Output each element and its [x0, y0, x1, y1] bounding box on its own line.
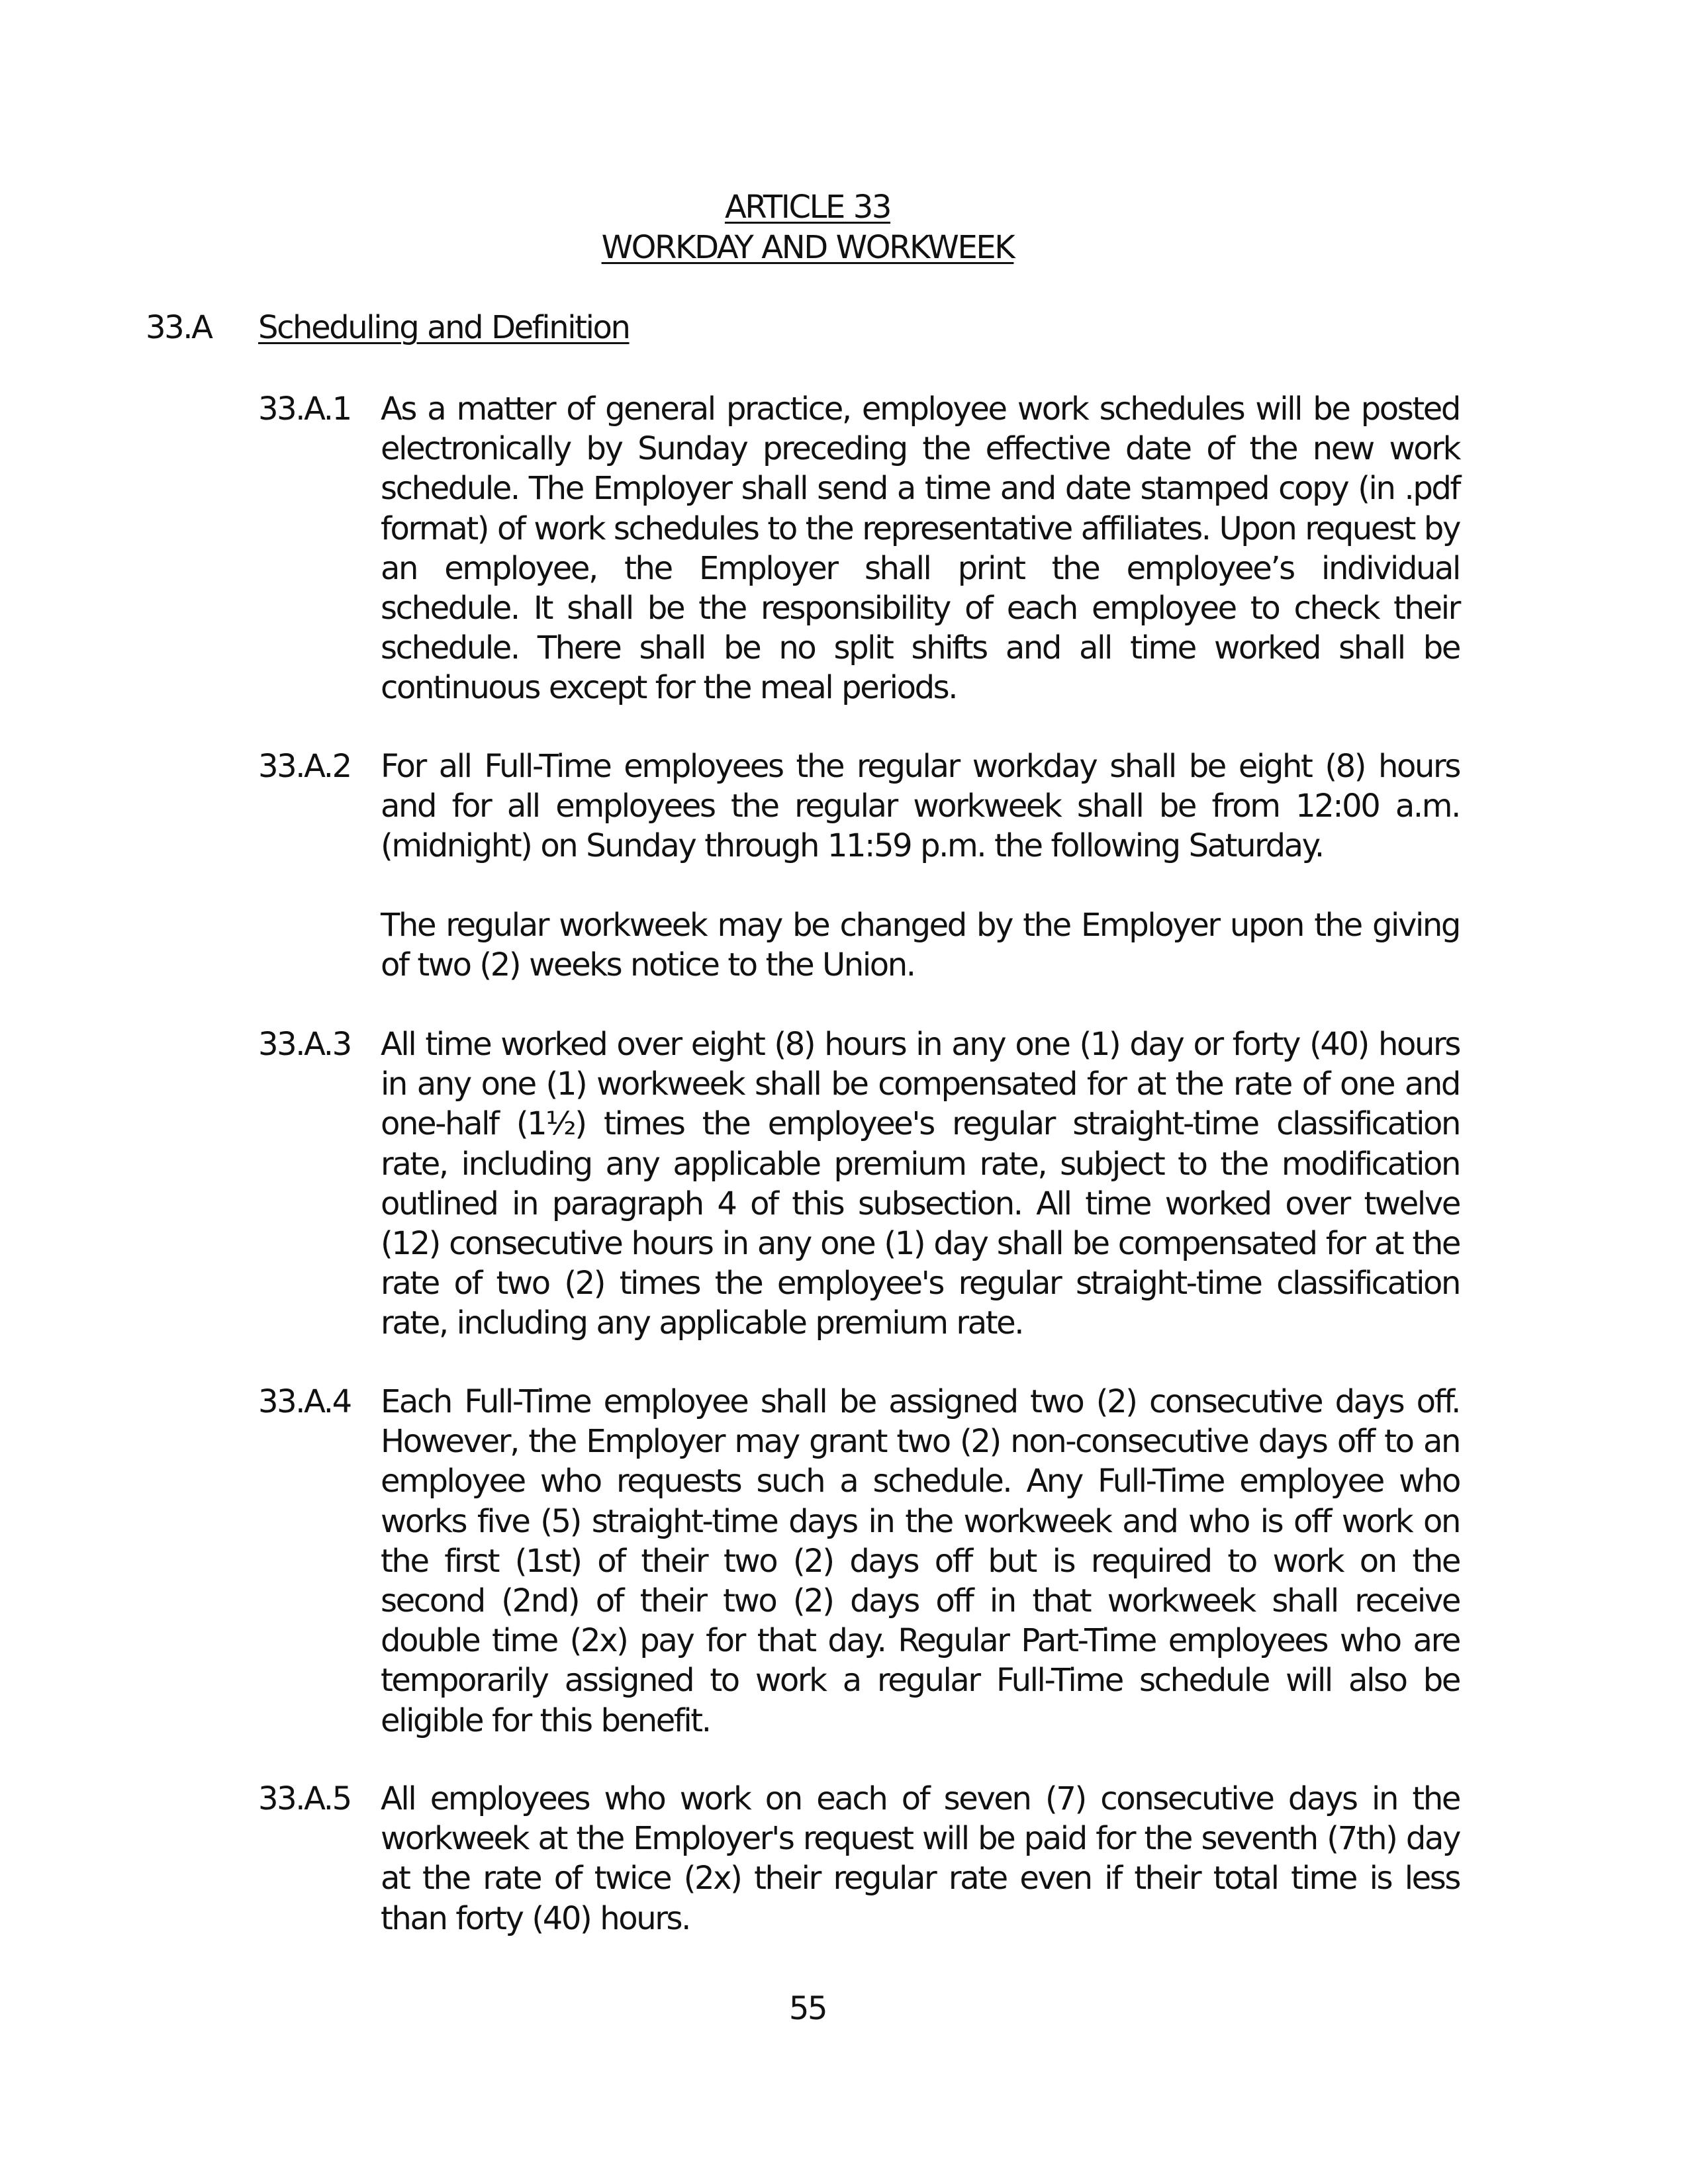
subsection-paragraph: As a matter of general practice, employee work schedules will be posted electronically by Sunday preceding the effective date of the new work schedule. The Employer shall send a time and date stamped copy (in .pdf format) of work schedules to the representative affiliates. Upon request by an employee, the Employer shall print the employee’s individual schedule. It shall be the responsibility of each employee to check their schedule. There shall be no split shifts and all time worked shall be continuous except for the meal periods.	[381, 390, 1460, 707]
subsection-paragraph: All employees who work on each of seven (7) consecutive days in the workweek at the Employer's request will be paid for the seventh (7th) day at the rate of twice (2x) their regular rate even if their total time is less than forty (40) hours.	[381, 1780, 1460, 1937]
subsection-number: 33.A.5	[258, 1780, 351, 1817]
subsection-number: 33.A.4	[258, 1383, 351, 1420]
subsection-number: 33.A.2	[258, 748, 351, 785]
section-title: Scheduling and Definition	[258, 309, 630, 346]
subsection-number: 33.A.1	[258, 390, 351, 428]
subsection-number: 33.A.3	[258, 1026, 351, 1063]
subsection-paragraph: For all Full-Time employees the regular workday shall be eight (8) hours and for all employees the regular workweek shall be from 12:00 a.m. (midnight) on Sunday through 11:59 p.m. the following Saturday.	[381, 748, 1460, 865]
subsection-paragraph: Each Full-Time employee shall be assigned two (2) consecutive days off. However, the Employer may grant two (2) non-consecutive days off to an employee who requests such a schedule. Any Full-Time employee who works five (5) straight-time days in the workweek and who is off work on the first (1st) of their two (2) days off but is required to work on the second (2nd) of their two (2) days off in that workweek shall receive double time (2x) pay for that day. Regular Part-Time employees who are temporarily assigned to work a regular Full-Time schedule will also be eligible for this benefit.	[381, 1383, 1460, 1739]
section-number: 33.A	[146, 309, 212, 346]
subsection-paragraph: All time worked over eight (8) hours in any one (1) day or forty (40) hours in any one (1) workweek shall be compensated for at the rate of one and one-half (1½) times the employee's regular straight-time classification rate, including any applicable premium rate, subject to the modification outlined in paragraph 4 of this subsection. All time worked over twelve (12) consecutive hours in any one (1) day shall be compensated for at the rate of two (2) times the employee's regular straight-time classification rate, including any applicable premium rate.	[381, 1026, 1460, 1342]
subsection-paragraph: The regular workweek may be changed by the Employer upon the giving of two (2) weeks notice to the Union.	[381, 907, 1460, 984]
article-number-heading: ARTICLE 33	[724, 189, 891, 226]
page-number: 55	[788, 1990, 827, 2027]
article-title-heading: WORKDAY AND WORKWEEK	[601, 229, 1014, 266]
